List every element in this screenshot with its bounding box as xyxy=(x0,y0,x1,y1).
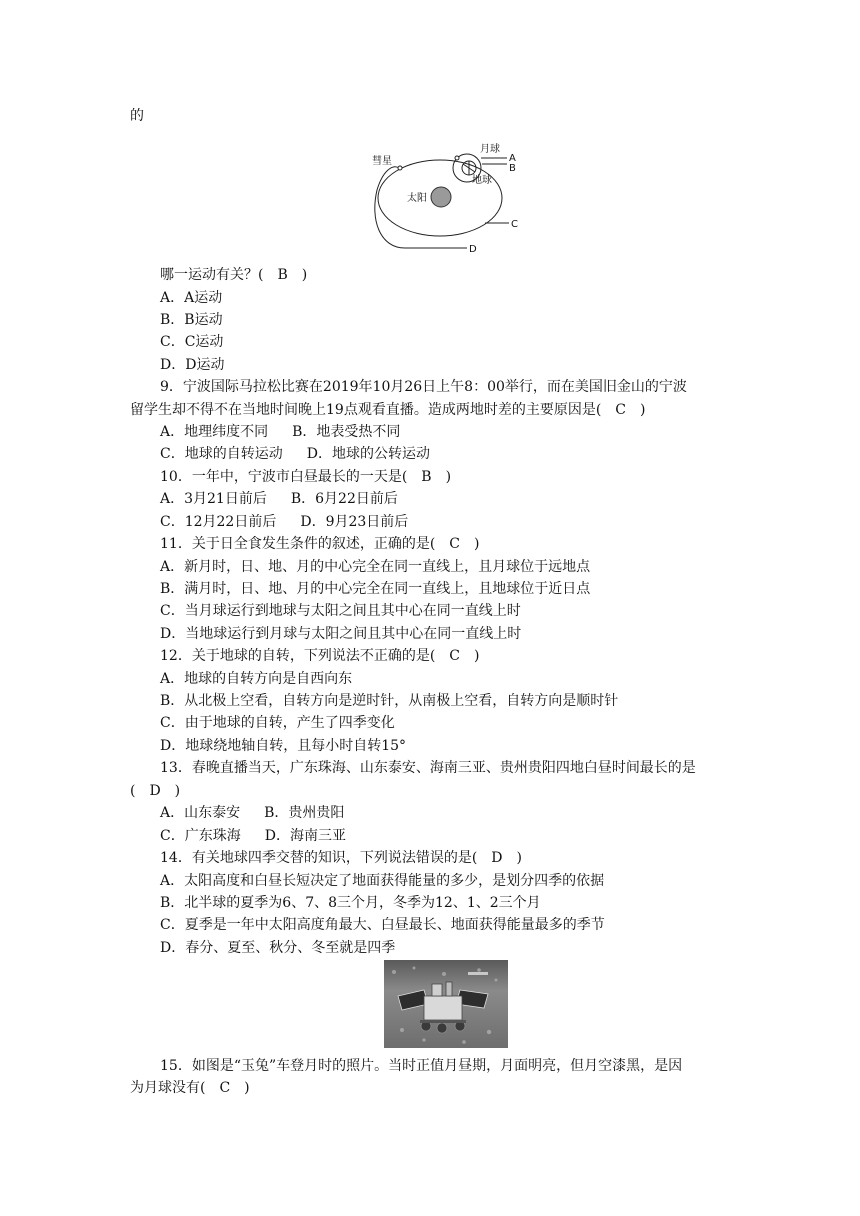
q12-stem: 12．关于地球的自转，下列说法不正确的是( C ) xyxy=(160,648,480,664)
q11-option-d: D．当地球运行到月球与太阳之间且其中心在同一直线上时 xyxy=(160,626,522,642)
label-a: A xyxy=(509,153,516,164)
q13-option-a: A．山东泰安 xyxy=(160,805,241,821)
q9-option-c: C．地球的自转运动 xyxy=(160,446,283,462)
q10-options-row2 xyxy=(160,512,408,532)
q11-stem: 11．关于日全食发生条件的叙述，正确的是( C ) xyxy=(160,536,480,552)
q15-stem-line2: 为月球没有( C ) xyxy=(130,1080,250,1096)
q13-stem-line2: ( D ) xyxy=(130,783,181,799)
label-b: B xyxy=(509,163,516,174)
q8-option-b: B．B运动 xyxy=(160,312,223,328)
q15-stem-line1: 15．如图是“玉兔”车登月时的照片。当时正值月昼期，月面明亮，但月空漆黑，是因 xyxy=(160,1058,683,1074)
q11-option-a: A．新月时，日、地、月的中心完全在同一直线上，且月球位于远地点 xyxy=(160,559,591,575)
q13-options-row1 xyxy=(160,803,344,823)
q9-option-d: D．地球的公转运动 xyxy=(306,446,430,462)
q12-option-d: D．地球绕地轴自转，且每小时自转15° xyxy=(160,738,407,754)
q13-option-b: B．贵州贵阳 xyxy=(264,805,345,821)
q9-options-row2 xyxy=(160,444,430,464)
q14-option-b: B．北半球的夏季为6、7、8三个月，冬季为12、1、2三个月 xyxy=(160,895,541,911)
q8-option-a: A．A运动 xyxy=(160,290,223,306)
label-sun: 太阳 xyxy=(407,193,427,204)
q9-stem-line1: 9．宁波国际马拉松比赛在2019年10月26日上午8：00举行，而在美国旧金山的宁波 xyxy=(160,379,687,395)
q13-option-d: D．海南三亚 xyxy=(264,828,346,844)
orbit-diagram xyxy=(365,140,525,260)
q8-option-d: D．D运动 xyxy=(160,357,225,373)
sun-symbol xyxy=(431,187,451,207)
q10-option-a: A．3月21日前后 xyxy=(160,491,267,507)
q13-stem-line1: 13．春晚直播当天，广东珠海、山东泰安、海南三亚、贵州贵阳四地白昼时间最长的是 xyxy=(160,760,696,776)
q10-option-b: B．6月22日前后 xyxy=(290,491,398,507)
q9-stem-line2: 留学生却不得不在当地时间晚上19点观看直播。造成两地时差的主要原因是( C ) xyxy=(130,402,646,418)
q11-option-b: B．满月时，日、地、月的中心完全在同一直线上，且地球位于近日点 xyxy=(160,581,591,597)
label-c: C xyxy=(511,219,518,230)
label-comet: 彗星 xyxy=(372,156,392,167)
q14-option-c: C．夏季是一年中太阳高度角最大、白昼最长、地面获得能量最多的季节 xyxy=(160,917,605,933)
q8-stem: 哪一运动有关？( B ) xyxy=(160,267,308,283)
q10-stem: 10．一年中，宁波市白昼最长的一天是( B ) xyxy=(160,469,452,485)
q14-option-a: A．太阳高度和白昼长短决定了地面获得能量的多少，是划分四季的依据 xyxy=(160,873,605,889)
label-d: D xyxy=(469,244,477,255)
q9-option-b: B．地表受热不同 xyxy=(292,424,401,440)
q9-options-row1 xyxy=(160,422,400,442)
q12-option-a: A．地球的自转方向是自西向东 xyxy=(160,671,353,687)
q13-option-c: C．广东珠海 xyxy=(160,828,241,844)
q14-option-d: D．春分、夏至、秋分、冬至就是四季 xyxy=(160,940,396,956)
q12-option-c: C．由于地球的自转，产生了四季变化 xyxy=(160,715,395,731)
q11-option-c: C．当月球运行到地球与太阳之间且其中心在同一直线上时 xyxy=(160,603,521,619)
top-fragment: 的 xyxy=(130,108,144,124)
q14-stem: 14．有关地球四季交替的知识，下列说法错误的是( D ) xyxy=(160,850,522,866)
comet-orbit xyxy=(375,167,467,248)
moon-symbol xyxy=(455,156,459,160)
q10-option-c: C．12月22日前后 xyxy=(160,514,277,530)
q10-options-row1 xyxy=(160,489,398,509)
q12-option-b: B．从北极上空看，自转方向是逆时针，从南极上空看，自转方向是顺时针 xyxy=(160,693,619,709)
comet-symbol xyxy=(398,166,402,170)
yutu-rover-photo xyxy=(384,960,508,1048)
q8-option-c: C．C运动 xyxy=(160,334,224,350)
q9-option-a: A．地理纬度不同 xyxy=(160,424,269,440)
q10-option-d: D．9月23日前后 xyxy=(300,514,409,530)
q13-options-row2 xyxy=(160,826,346,846)
label-moon: 月球 xyxy=(480,144,500,155)
label-earth: 地球 xyxy=(472,175,492,186)
